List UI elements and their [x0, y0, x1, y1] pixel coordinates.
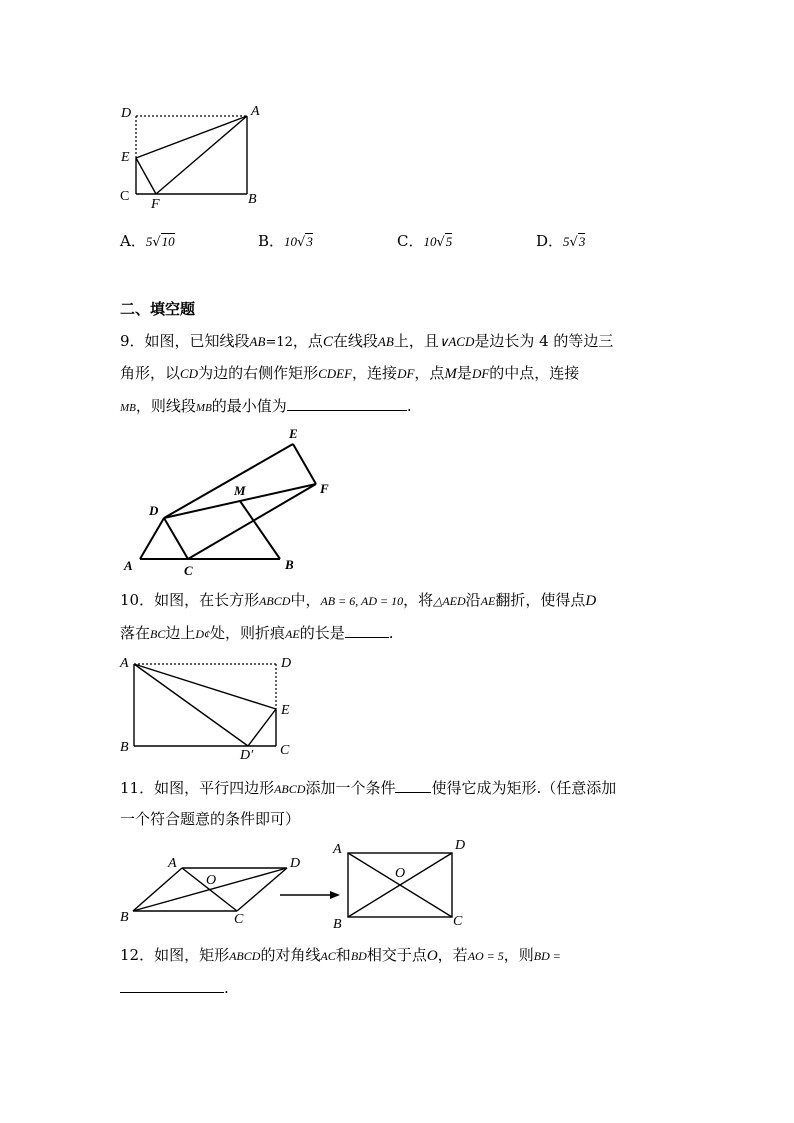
label-c: C: [184, 563, 193, 578]
label-c: C: [120, 189, 130, 204]
label-b: B: [285, 557, 294, 572]
label-d: D: [149, 503, 159, 518]
label-e: E: [289, 426, 298, 441]
label-o: O: [395, 866, 406, 881]
answer-blank[interactable]: [120, 976, 224, 993]
label-f: F: [151, 197, 160, 212]
q11-line-1: 11．如图，平行四边形ABCD添加一个条件 使得它成为矩形.（任意添加: [120, 776, 616, 800]
label-b: B: [248, 192, 257, 207]
label-e: E: [281, 703, 290, 718]
label-d-prime: D′: [240, 748, 254, 763]
label-d: D: [121, 106, 132, 121]
q12-line-1: 12．如图，矩形ABCD的对角线AC和BD相交于点O，若AO = 5，则BD =: [120, 946, 561, 964]
label-b: B: [333, 917, 342, 932]
sqrt-icon: √: [569, 235, 578, 250]
q9-line-1: 9．如图，已知线段AB=12，点C在线段AB上，且∨ACD是边长为 4 的等边三: [120, 332, 614, 350]
sqrt-icon: √: [297, 235, 306, 250]
q10-line-1: 10．如图，在长方形ABCD中，AB = 6, AD = 10，将△AED沿AE翻折，使得点D: [120, 591, 597, 609]
label-b: B: [120, 740, 129, 755]
q12-line-2: .: [120, 976, 229, 999]
q10-line-2: 落在BC边上D¢处，则折痕AE的长是 .: [120, 621, 394, 645]
q11-line-2: 一个符合题意的条件即可）: [120, 810, 301, 828]
label-b: B: [120, 910, 129, 925]
label-f: F: [320, 481, 329, 496]
label-o: O: [206, 873, 217, 888]
q9-line-2: 角形，以CD为边的右侧作矩形CDEF，连接DF，点M是DF的中点，连接: [120, 364, 580, 382]
label-e: E: [121, 150, 130, 165]
label-a: A: [124, 558, 133, 573]
option-b[interactable]: B．10√3: [258, 232, 313, 250]
label-c: C: [280, 743, 290, 758]
section-title: 二、填空题: [120, 300, 196, 318]
option-c[interactable]: C．10√5: [397, 232, 453, 250]
option-a[interactable]: A．5√10: [120, 232, 175, 250]
option-d[interactable]: D．5√3: [536, 232, 586, 250]
label-d: D: [455, 838, 466, 853]
label-a: A: [168, 856, 177, 871]
label-a: A: [120, 656, 129, 671]
label-c: C: [453, 914, 463, 929]
sqrt-icon: √: [152, 235, 161, 250]
sqrt-icon: √: [436, 235, 445, 250]
label-m: M: [234, 483, 246, 498]
label-a: A: [251, 104, 260, 119]
label-a: A: [333, 842, 342, 857]
q9-line-3: MB，则线段MB的最小值为 .: [120, 394, 412, 419]
label-d: D: [290, 856, 301, 871]
label-c: C: [234, 912, 244, 927]
label-d: D: [281, 656, 292, 671]
